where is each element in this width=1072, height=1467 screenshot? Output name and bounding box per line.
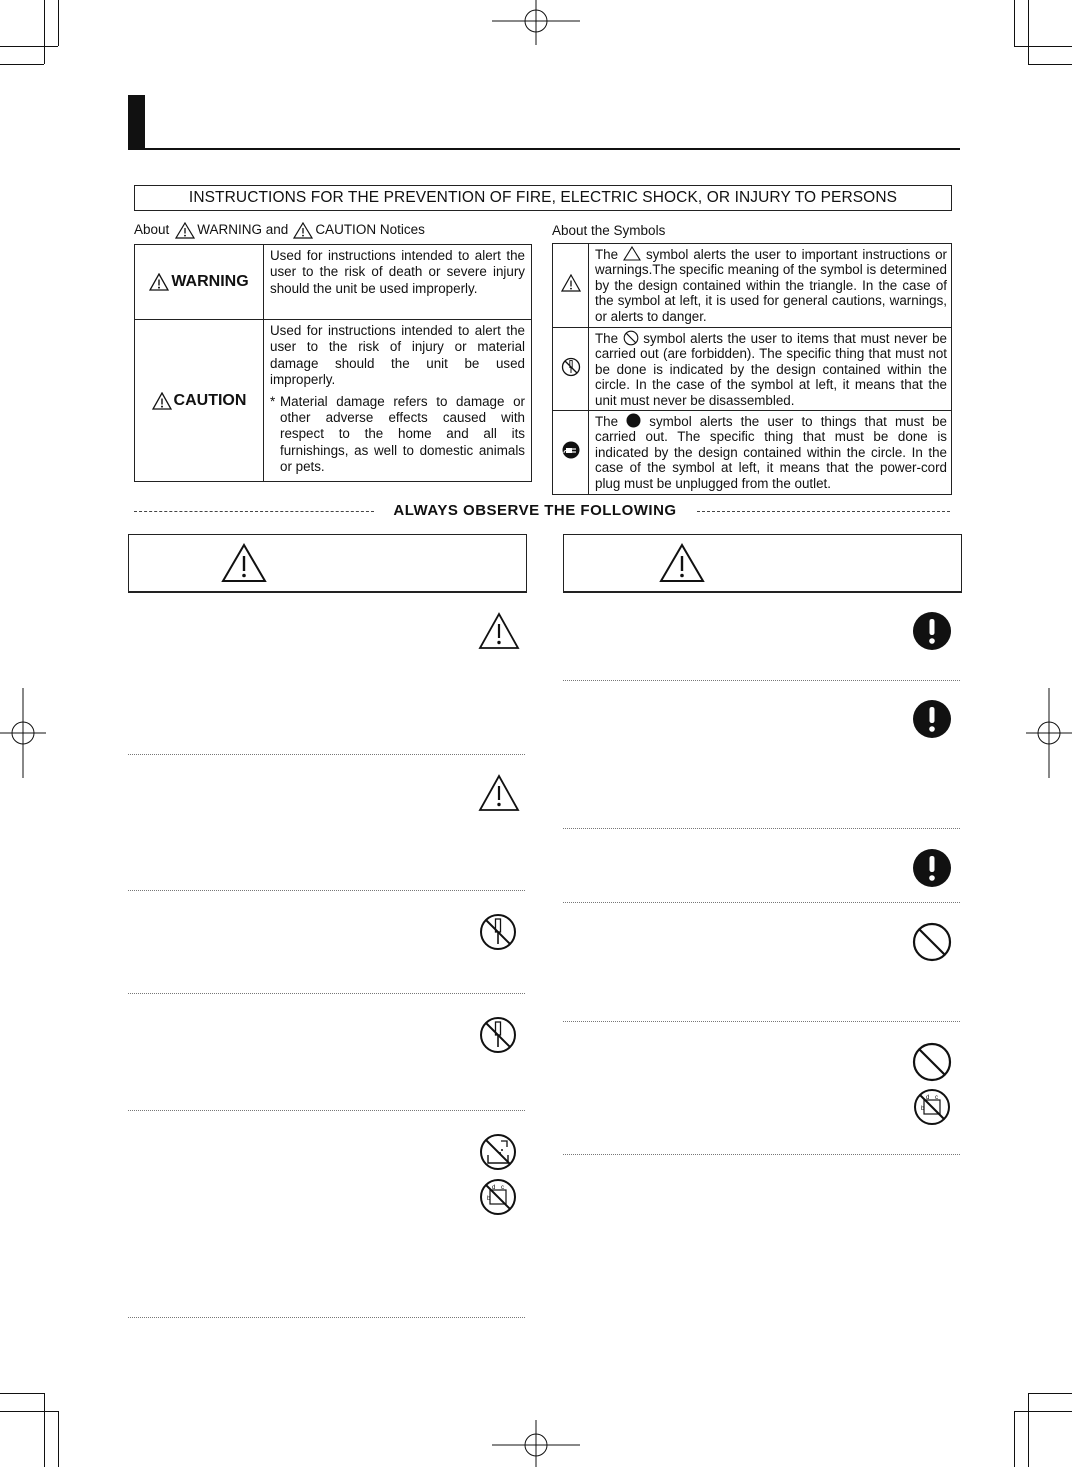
entry-separator — [128, 993, 525, 994]
caution-description-cell — [264, 320, 532, 482]
symbol-icon-cell — [553, 328, 589, 411]
svg-text:d: d — [926, 1095, 930, 1101]
prohibited-circle-icon — [623, 330, 639, 346]
symbols-subheading: About the Symbols — [552, 223, 666, 238]
svg-text:b: b — [487, 1196, 491, 1202]
entry-separator — [563, 902, 960, 903]
entry-separator — [128, 754, 525, 755]
symbol-text-body: symbol alerts the user to things that must be carried out. The specific thing that must be done is indicated by the design contained within the circle. In the case of the symbol at left, it means that the power-cord plug must be unplugged from the outlet. — [595, 414, 947, 491]
symbol-row — [553, 328, 952, 411]
registration-mark-left — [0, 688, 46, 778]
symbol-description — [589, 411, 952, 495]
caution-note-text: Material damage refers to damage or other adverse effects caused with respect to the home and all its furnishings, as well to domestic animals or pets. — [280, 393, 525, 475]
entry-separator — [128, 1317, 525, 1318]
no-disassemble-icon — [479, 1016, 517, 1054]
mandatory-action-icon — [912, 611, 952, 651]
warning-row — [135, 245, 532, 320]
crop-mark — [0, 46, 58, 47]
registration-mark-bottom — [492, 1420, 580, 1467]
caution-triangle-icon — [293, 222, 313, 239]
crop-mark — [58, 1411, 59, 1467]
entry-separator — [563, 680, 960, 681]
symbol-text-body: symbol alerts the user to important instructions or warnings.The specific meaning of the symbol is determined by the design contained within the triangle. In the case of the symbol at left, it is used for general cautions, warnings, or alerts to danger. — [595, 247, 947, 324]
caution-label-cell — [135, 320, 264, 482]
symbol-description — [589, 244, 952, 328]
warning-triangle-icon — [175, 222, 195, 239]
no-disassemble-icon — [479, 913, 517, 951]
caution-row — [135, 320, 532, 482]
svg-text:b: b — [921, 1106, 925, 1112]
triangle-alert-icon — [478, 612, 520, 650]
crop-mark — [1028, 64, 1072, 65]
always-divider-right — [697, 511, 950, 512]
caution-column-header — [563, 534, 962, 593]
no-water-icon — [479, 1133, 517, 1171]
warning-description: Used for instructions intended to alert the user to the risk of death or severe injury should the unit be used improperly. — [264, 245, 532, 320]
caution-triangle-icon — [152, 392, 172, 410]
symbol-text-body: symbol alerts the user to items that must never be carried out (are forbidden). The specific thing that must not be done is indicated by the design contained within the circle. In the case of the symbol at left, it means that the unit must never be disassembled. — [595, 331, 947, 408]
symbol-icon-cell — [553, 244, 589, 328]
entry-separator — [563, 1154, 960, 1155]
crop-mark — [1014, 46, 1072, 47]
symbol-row — [553, 244, 952, 328]
registration-mark-right — [1026, 688, 1072, 778]
prohibited-icon — [912, 1042, 952, 1082]
notices-subheading — [134, 221, 425, 239]
crop-mark — [58, 0, 59, 46]
crop-mark — [1028, 0, 1029, 64]
crop-mark — [1014, 0, 1015, 46]
no-children-icon — [479, 1178, 517, 1216]
always-divider-left — [134, 511, 374, 512]
triangle-alert-icon — [561, 274, 581, 292]
unplug-icon — [561, 440, 581, 460]
caution-label: CAUTION — [173, 391, 247, 409]
registration-mark-top — [492, 0, 580, 45]
crop-mark — [1028, 1393, 1072, 1394]
mandatory-action-icon — [912, 848, 952, 888]
notices-about-warning: WARNING and — [197, 222, 289, 237]
crop-mark — [1014, 1411, 1015, 1467]
svg-text:c: c — [501, 1185, 504, 1191]
filled-circle-icon — [626, 413, 641, 428]
prohibited-icon — [912, 922, 952, 962]
no-children-icon — [913, 1088, 951, 1126]
caution-description: Used for instructions intended to alert the user to the risk of injury or material damage should the unit be used improperly. — [270, 323, 525, 388]
symbol-icon-cell — [553, 411, 589, 495]
always-observe-heading: ALWAYS OBSERVE THE FOLLOWING — [393, 502, 677, 519]
entry-separator — [128, 1110, 525, 1111]
svg-text:d: d — [492, 1185, 496, 1191]
no-disassemble-icon — [561, 357, 581, 377]
notices-about-caution: CAUTION Notices — [315, 222, 425, 237]
crop-mark — [0, 1393, 44, 1394]
crop-mark — [44, 0, 45, 64]
mandatory-action-icon — [912, 699, 952, 739]
triangle-alert-icon — [478, 774, 520, 812]
crop-mark — [0, 1411, 58, 1412]
svg-text:c: c — [935, 1095, 938, 1101]
section-heading-rule — [128, 148, 960, 150]
section-heading-marker — [128, 95, 145, 150]
caution-triangle-icon — [659, 543, 705, 583]
entry-separator — [128, 890, 525, 891]
caution-note-asterisk: * — [270, 393, 276, 409]
warning-triangle-icon — [221, 543, 267, 583]
triangle-outline-icon — [623, 246, 641, 261]
symbol-text-lead: The — [595, 414, 619, 430]
crop-mark — [44, 1393, 45, 1467]
warning-label-cell — [135, 245, 264, 320]
warning-label: WARNING — [171, 273, 249, 290]
notices-about-prefix: About — [134, 222, 170, 237]
notice-table — [134, 244, 532, 482]
symbol-text-lead: The — [595, 331, 619, 346]
symbol-description — [589, 328, 952, 411]
warning-triangle-icon — [149, 273, 169, 291]
instructions-banner: INSTRUCTIONS FOR THE PREVENTION OF FIRE, ELECTRIC SHOCK, OR INJURY TO PERSONS — [134, 185, 952, 211]
entry-separator — [563, 828, 960, 829]
symbols-table — [552, 243, 952, 495]
symbol-row — [553, 411, 952, 495]
crop-mark — [0, 64, 44, 65]
crop-mark — [1028, 1393, 1029, 1467]
crop-mark — [1014, 1411, 1072, 1412]
caution-note — [270, 394, 525, 476]
entry-separator — [563, 1021, 960, 1022]
symbol-text-lead: The — [595, 247, 619, 262]
warning-column-header — [128, 534, 527, 593]
